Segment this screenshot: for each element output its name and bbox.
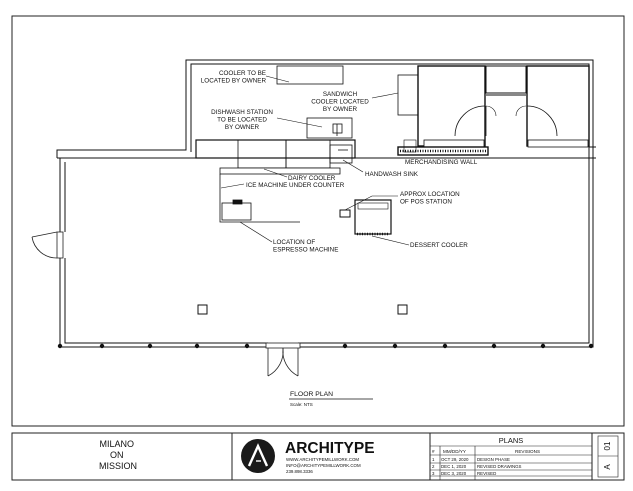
sheet-letter: A [603,464,613,470]
side-door [32,232,63,258]
espresso-label: LOCATION OF ESPRESSO MACHINE [273,239,339,254]
pos-station-label: APPROX LOCATION OF POS STATION [400,191,460,206]
svg-text:2: 2 [432,464,435,469]
sheet-number: 01 [603,441,613,451]
cooler-owner-label: COOLER TO BE LOCATED BY OWNER [200,70,266,85]
svg-text:DESIGN PHASE: DESIGN PHASE [477,457,510,462]
handwash-sink-label: HANDWASH SINK [365,171,418,178]
ice-machine-label: ICE MACHINE UNDER COUNTER [246,182,345,189]
dairy-cooler-label: DAIRY COOLER [288,175,336,182]
front-double-door [266,343,300,376]
rev-header-desc: REVISIONS [515,449,541,454]
svg-text:REVISED: REVISED [477,471,497,476]
sandwich-cooler-label: SANDWICH COOLER LOCATED BY OWNER [311,91,369,113]
dessert-cooler-label: DESSERT COOLER [410,242,468,249]
dishwash-label: DISHWASH STATION TO BE LOCATED BY OWNER [211,109,273,131]
sheet-title: PLANS [498,436,524,445]
merchandising-wall-label: MERCHANDISING WALL [405,159,478,166]
pos-station [340,210,350,217]
svg-text:DEC 1, 2020: DEC 1, 2020 [441,464,467,469]
svg-text:DEC 3, 2020: DEC 3, 2020 [441,471,467,476]
svg-text:1: 1 [432,457,435,462]
column [398,305,407,314]
svg-text:OCT 29, 2020: OCT 29, 2020 [441,457,469,462]
espresso-machine [222,200,251,220]
table-row [432,471,496,476]
kitchen-equipment [196,66,418,222]
annotation-labels [201,70,478,254]
svg-text:REVISED DRAWINGS: REVISED DRAWINGS [477,464,522,469]
firm-name: ARCHITYPE [285,440,375,457]
dessert-cooler [355,200,391,234]
plan-title: FLOOR PLAN [290,391,334,398]
storefront-mullions [58,344,593,348]
rev-header-date: MM/DD/YY [443,449,466,454]
table-row [432,457,510,462]
rev-header-num: # [432,449,435,454]
title-block [99,433,618,480]
sheet-border [12,16,624,426]
restrooms [418,66,589,147]
project-name: MILANO ON MISSION [98,439,138,471]
firm-contact: WWW.ARCHITYPEMILLWORK.COM INFO@ARCHITYPEMILLWORK.COM 239.898.3336 [286,457,361,474]
svg-text:3: 3 [432,471,435,476]
plan-scale: Scale: NTS [290,402,313,407]
architype-logo-icon [241,439,275,473]
table-row [432,464,522,469]
column [198,305,207,314]
